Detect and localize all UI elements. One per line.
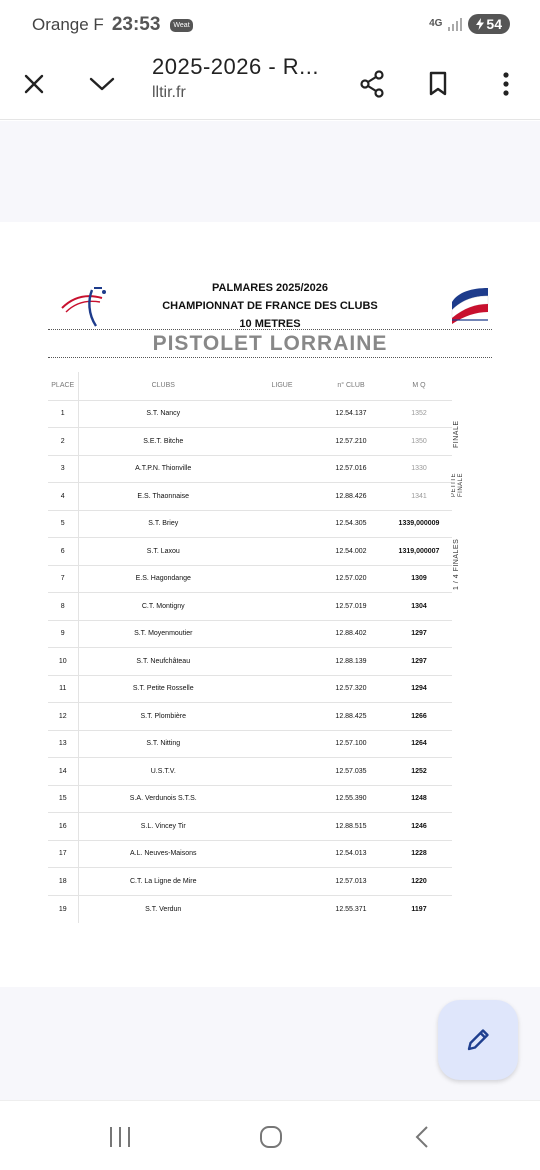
row-mq: 1352 <box>386 400 452 428</box>
row-num-club: 12.54.002 <box>316 538 386 566</box>
row-ligue <box>248 895 316 923</box>
row-club: S.T. Verdun <box>78 895 248 923</box>
recent-apps-icon <box>108 1126 132 1148</box>
share-icon <box>359 70 385 98</box>
row-club: S.T. Briey <box>78 510 248 538</box>
row-mq: 1309 <box>386 565 452 593</box>
more-options-button[interactable] <box>484 62 528 106</box>
battery-level: 54 <box>486 16 502 32</box>
row-place: 3 <box>48 455 78 483</box>
table-row <box>48 840 452 868</box>
row-num-club: 12.55.371 <box>316 895 386 923</box>
row-mq: 1252 <box>386 758 452 786</box>
finale-label: FINALE <box>453 420 460 448</box>
back-icon <box>414 1125 430 1149</box>
row-ligue <box>248 648 316 676</box>
row-ligue <box>248 565 316 593</box>
row-num-club: 12.54.305 <box>316 510 386 538</box>
row-club: S.L. Vincey Tir <box>78 813 248 841</box>
row-num-club: 12.88.425 <box>316 703 386 731</box>
row-num-club: 12.55.390 <box>316 785 386 813</box>
chevron-down-icon <box>89 76 115 92</box>
table-row <box>48 428 452 456</box>
edit-fab-button[interactable] <box>438 1000 518 1080</box>
home-icon <box>259 1125 283 1149</box>
header-divider-top <box>48 329 492 330</box>
row-num-club: 12.57.019 <box>316 593 386 621</box>
row-mq: 1264 <box>386 730 452 758</box>
table-row <box>48 868 452 896</box>
row-place: 19 <box>48 895 78 923</box>
document-header <box>48 282 492 362</box>
row-mq: 1319,000007 <box>386 538 452 566</box>
row-club: S.T. Moyenmoutier <box>78 620 248 648</box>
page-url: lltir.fr <box>152 84 186 101</box>
table-row <box>48 620 452 648</box>
row-club: S.T. Nancy <box>78 400 248 428</box>
col-ligue: LIGUE <box>271 382 293 390</box>
table-row <box>48 675 452 703</box>
row-ligue <box>248 620 316 648</box>
row-mq: 1330 <box>386 455 452 483</box>
row-num-club: 12.57.013 <box>316 868 386 896</box>
row-place: 14 <box>48 758 78 786</box>
row-club: S.E.T. Bitche <box>78 428 248 456</box>
row-mq: 1197 <box>386 895 452 923</box>
weather-app-icon: Weat <box>170 19 192 32</box>
title-block <box>152 54 319 102</box>
row-place: 11 <box>48 675 78 703</box>
network-type: 4G <box>429 18 443 29</box>
row-place: 6 <box>48 538 78 566</box>
row-club: S.T. Neufchâteau <box>78 648 248 676</box>
pdf-page[interactable] <box>0 222 540 987</box>
row-ligue <box>248 840 316 868</box>
table-row <box>48 895 452 923</box>
row-club: S.T. Laxou <box>78 538 248 566</box>
table-row <box>48 400 452 428</box>
header-line-3: 10 METRES <box>239 318 301 330</box>
share-button[interactable] <box>350 62 394 106</box>
row-num-club: 12.88.139 <box>316 648 386 676</box>
row-place: 8 <box>48 593 78 621</box>
row-ligue <box>248 510 316 538</box>
row-ligue <box>248 675 316 703</box>
row-club: A.T.P.N. Thionville <box>78 455 248 483</box>
table-row <box>48 510 452 538</box>
row-club: S.T. Petite Rosselle <box>78 675 248 703</box>
row-place: 2 <box>48 428 78 456</box>
row-ligue <box>248 483 316 511</box>
row-ligue <box>248 813 316 841</box>
row-place: 18 <box>48 868 78 896</box>
row-mq: 1248 <box>386 785 452 813</box>
row-place: 9 <box>48 620 78 648</box>
row-num-club: 12.54.137 <box>316 400 386 428</box>
table-row <box>48 758 452 786</box>
col-place: PLACE <box>48 372 78 400</box>
app-bar <box>0 50 540 120</box>
row-club: S.A. Verdunois S.T.S. <box>78 785 248 813</box>
header-line-1: PALMARES 2025/2026 <box>212 282 328 294</box>
row-club: S.T. Nitting <box>78 730 248 758</box>
table-row <box>48 483 452 511</box>
row-club: E.S. Thaonnaise <box>78 483 248 511</box>
row-club: U.S.T.V. <box>78 758 248 786</box>
row-ligue <box>248 538 316 566</box>
row-club: A.L. Neuves-Maisons <box>78 840 248 868</box>
status-right <box>429 14 510 34</box>
row-num-club: 12.57.210 <box>316 428 386 456</box>
system-nav-bar <box>0 1100 540 1170</box>
charging-bolt-icon <box>476 18 484 30</box>
petite-finale-label: PETITE FINALE <box>451 473 464 498</box>
row-club: C.T. Montigny <box>78 593 248 621</box>
row-ligue <box>248 593 316 621</box>
row-place: 1 <box>48 400 78 428</box>
row-club: E.S. Hagondange <box>78 565 248 593</box>
carrier-label: Orange F <box>32 15 104 34</box>
table-row <box>48 703 452 731</box>
row-place: 5 <box>48 510 78 538</box>
row-mq: 1294 <box>386 675 452 703</box>
row-mq: 1246 <box>386 813 452 841</box>
table-row <box>48 565 452 593</box>
expand-button[interactable] <box>80 62 124 106</box>
bookmark-icon <box>428 71 448 97</box>
bookmark-button[interactable] <box>416 62 460 106</box>
row-place: 12 <box>48 703 78 731</box>
row-mq: 1341 <box>386 483 452 511</box>
col-club: CLUBS <box>151 382 175 390</box>
home-button[interactable] <box>251 1121 291 1153</box>
col-num-club: n° CLUB <box>337 382 365 390</box>
recent-apps-button[interactable] <box>100 1121 140 1153</box>
row-ligue <box>248 758 316 786</box>
row-club: C.T. La Ligne de Mire <box>78 868 248 896</box>
table-row <box>48 813 452 841</box>
header-line-2: CHAMPIONNAT DE FRANCE DES CLUBS <box>162 300 378 312</box>
row-place: 10 <box>48 648 78 676</box>
row-mq: 1297 <box>386 648 452 676</box>
row-ligue <box>248 703 316 731</box>
row-num-club: 12.88.515 <box>316 813 386 841</box>
back-button[interactable] <box>402 1121 442 1153</box>
row-ligue <box>248 428 316 456</box>
row-mq: 1220 <box>386 868 452 896</box>
row-place: 13 <box>48 730 78 758</box>
row-num-club: 12.57.320 <box>316 675 386 703</box>
table-row <box>48 785 452 813</box>
viewer-background-top <box>0 121 540 222</box>
row-ligue <box>248 455 316 483</box>
table-row <box>48 538 452 566</box>
row-ligue <box>248 400 316 428</box>
table-row <box>48 648 452 676</box>
row-ligue <box>248 730 316 758</box>
row-num-club: 12.57.100 <box>316 730 386 758</box>
close-icon <box>23 73 45 95</box>
more-vert-icon <box>503 72 509 96</box>
col-mq: M Q <box>412 382 426 390</box>
close-button[interactable] <box>12 62 56 106</box>
table-row <box>48 593 452 621</box>
results-table <box>48 372 452 923</box>
battery-indicator <box>468 14 510 34</box>
row-place: 17 <box>48 840 78 868</box>
row-mq: 1228 <box>386 840 452 868</box>
row-ligue <box>248 785 316 813</box>
status-left <box>32 14 193 36</box>
row-mq: 1304 <box>386 593 452 621</box>
row-num-club: 12.57.020 <box>316 565 386 593</box>
row-ligue <box>248 868 316 896</box>
table-row <box>48 730 452 758</box>
quarter-finales-label: 1 / 4 FINALES <box>453 538 460 590</box>
status-bar <box>0 0 540 50</box>
pencil-icon <box>464 1026 492 1054</box>
row-place: 4 <box>48 483 78 511</box>
row-place: 15 <box>48 785 78 813</box>
row-mq: 1350 <box>386 428 452 456</box>
signal-icon <box>448 17 462 31</box>
row-num-club: 12.88.402 <box>316 620 386 648</box>
row-mq: 1339,000009 <box>386 510 452 538</box>
row-place: 7 <box>48 565 78 593</box>
row-num-club: 12.54.013 <box>316 840 386 868</box>
header-line-4: PISTOLET LORRAINE <box>152 332 388 355</box>
row-num-club: 12.88.426 <box>316 483 386 511</box>
table-row <box>48 455 452 483</box>
row-club: S.T. Plombière <box>78 703 248 731</box>
row-mq: 1266 <box>386 703 452 731</box>
clock: 23:53 <box>111 14 161 35</box>
header-divider-bottom <box>48 357 492 358</box>
table-header-row <box>48 372 452 400</box>
page-title: 2025-2026 - R... <box>152 54 319 79</box>
row-place: 16 <box>48 813 78 841</box>
row-mq: 1297 <box>386 620 452 648</box>
row-num-club: 12.57.035 <box>316 758 386 786</box>
row-num-club: 12.57.016 <box>316 455 386 483</box>
